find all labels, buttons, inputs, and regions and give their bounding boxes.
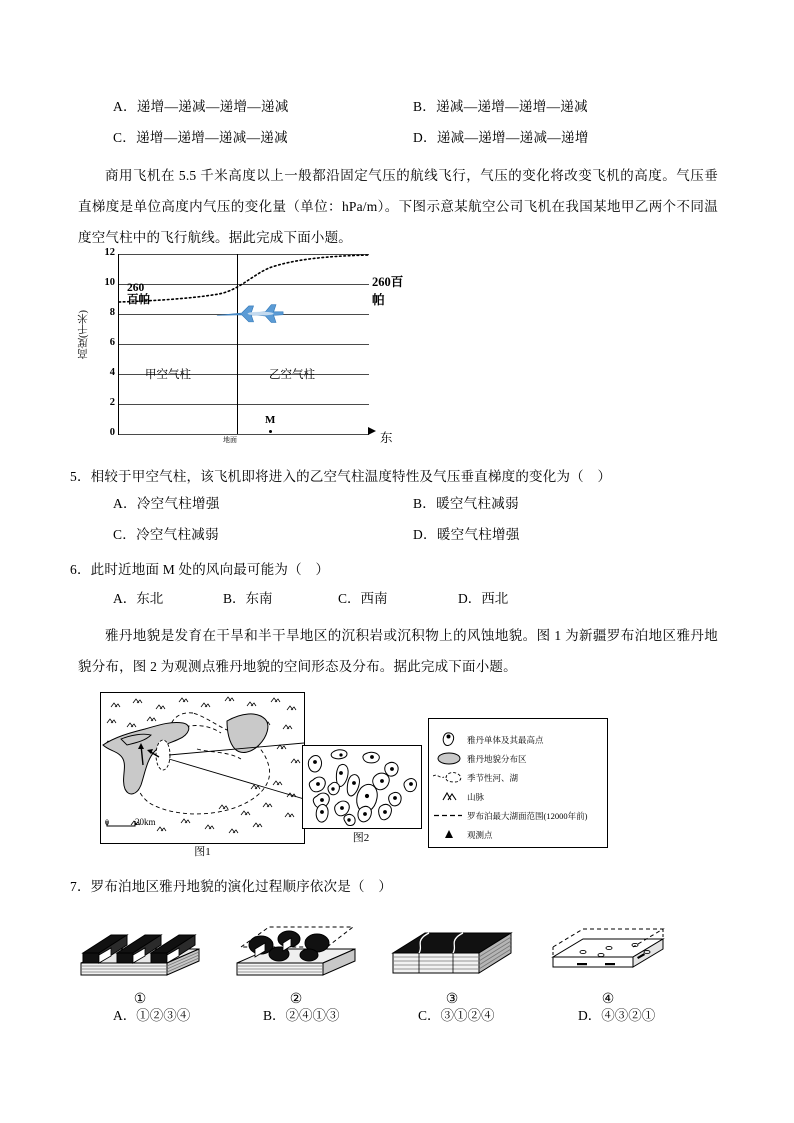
q6-option-a[interactable]: A．东北 (113, 591, 164, 606)
point-m-dot (269, 430, 272, 433)
map-legend (428, 718, 608, 848)
column-label-yi: 乙空气柱 (269, 369, 315, 381)
legend-label-max-lake-extent: 罗布泊最大湖面范围(12000年前) (467, 810, 588, 821)
column-label-jia: 甲空气柱 (145, 369, 191, 381)
yardang-area-west (103, 722, 189, 793)
map-scale-bar (107, 821, 135, 826)
diagram-4-graphic (543, 905, 673, 983)
observation-zone-ellipse (156, 740, 170, 770)
legend-item-yardang-body (429, 730, 607, 749)
diagram-2-graphic (231, 905, 361, 983)
legend-label-yardang-area: 雅丹地貌分布区 (467, 753, 527, 764)
ytick-0: 0 (109, 427, 115, 438)
q5-option-d[interactable]: D．暖空气柱增强 (413, 527, 520, 542)
q7-stem: 7．罗布泊地区雅丹地貌的演化过程顺序依次是（ ） (70, 879, 393, 894)
point-m-label: M (265, 414, 276, 426)
figure-2-frame (302, 745, 422, 829)
legend-item-seasonal-river-lake (429, 768, 607, 787)
x-axis-arrow (368, 427, 376, 435)
diagram-3 (387, 905, 517, 1008)
scale-distance-label: 20km (135, 817, 156, 827)
diagram-1-graphic (75, 905, 205, 983)
q5-options-row2 (78, 523, 718, 543)
figure-2-caption: 图2 (352, 832, 370, 844)
gridline-0 (119, 434, 369, 435)
diagram-2-number: ② (289, 992, 303, 1007)
isobar-260-line (119, 254, 369, 434)
q7-option-b[interactable]: B．②④①③ (263, 1008, 340, 1023)
ytick-10: 10 (104, 277, 115, 288)
q7-option-d[interactable]: D．④③②① (578, 1008, 656, 1023)
ground-label: 地面 (223, 436, 237, 444)
q7-option-a[interactable]: A．①②③④ (113, 1008, 191, 1023)
q7-options (78, 1004, 753, 1024)
figure-1-lopnur-map (100, 692, 305, 858)
q5-options-row1 (78, 492, 718, 512)
diagram-4 (543, 905, 673, 1008)
q5-stem: 5．相较于甲空气柱，该飞机即将进入的乙空气柱温度特性及气压垂直梯度的变化为（ ） (70, 469, 612, 484)
diagram-1-number: ① (133, 992, 147, 1007)
q4-option-a[interactable]: A．递增—递减—递增—递减 (113, 99, 289, 114)
airplane-icon (214, 300, 286, 326)
scale-zero-label: 0 (105, 818, 109, 827)
passage-air-column: 商用飞机在 5.5 千米高度以上一般都沿固定气压的航线飞行，气压的变化将改变飞机的高度。气压垂直梯度是单位高度内气压的变化量（单位：hPa/m）。下图示意某航空公司飞机在我国某地甲乙两个不同温度空气柱中的飞行航线。据此完成下面小题。 (78, 168, 718, 245)
map-frame (100, 692, 305, 844)
label-260-hpa-right: 260百帕 (372, 275, 404, 307)
zoom-connector-lower (169, 759, 304, 799)
diagram-2 (231, 905, 361, 1008)
q7-option-c[interactable]: C．③①②④ (418, 1008, 495, 1023)
legend-label-seasonal-river-lake: 季节性河、湖 (467, 772, 519, 783)
q6-stem: 6．此时近地面 M 处的风向最可能为（ ） (70, 562, 330, 577)
q4-options-row1 (78, 95, 718, 115)
diagram-4-number: ④ (601, 992, 615, 1007)
diagram-3-number: ③ (445, 992, 459, 1007)
map-graphic (101, 693, 304, 843)
legend-item-observation-point (429, 825, 607, 844)
figure-2-yardang-forms (302, 745, 422, 845)
chart-y-axis-label: 高度(千米) (78, 310, 89, 359)
q5-option-a[interactable]: A．冷空气柱增强 (113, 496, 220, 511)
diagram-3-graphic (387, 905, 517, 983)
figure-1-caption: 图1 (194, 846, 211, 858)
ytick-8: 8 (109, 307, 115, 318)
ytick-4: 4 (109, 367, 115, 378)
diagram-1 (75, 905, 205, 1008)
air-column-chart (78, 247, 408, 450)
q4-option-b[interactable]: B．递减—递增—递增—递减 (413, 99, 588, 114)
yardang-area-icon (433, 750, 467, 767)
q5-option-c[interactable]: C．冷空气柱减弱 (113, 527, 219, 542)
label-260-left-line2: 百帕 (127, 294, 150, 306)
q6-option-d[interactable]: D．西北 (458, 591, 509, 606)
ytick-6: 6 (109, 337, 115, 348)
q4-option-d[interactable]: D．递减—递增—递减—递增 (413, 130, 589, 145)
max-lake-extent-icon (433, 807, 467, 824)
observation-point-icon (433, 826, 467, 843)
legend-label-observation-point: 观测点 (467, 829, 493, 840)
q6-options (78, 587, 753, 607)
q4-option-c[interactable]: C．递增—递增—递减—递减 (113, 130, 288, 145)
q6-option-c[interactable]: C．西南 (338, 591, 388, 606)
q5-option-b[interactable]: B．暖空气柱减弱 (413, 496, 519, 511)
q7-diagrams (75, 905, 695, 1015)
chart-plot-area (104, 247, 369, 444)
seasonal-river-lake-icon (433, 769, 467, 786)
q6-option-b[interactable]: B．东南 (223, 591, 273, 606)
legend-item-max-lake-extent (429, 806, 607, 825)
mountain-icon (433, 788, 467, 805)
passage-yardang: 雅丹地貌是发育在干旱和半干旱地区的沉积岩或沉积物上的风蚀地貌。图 1 为新疆罗布泊地区雅丹地貌分布，图 2 为观测点雅丹地貌的空间形态及分布。据此完成下面小题。 (78, 628, 718, 674)
legend-item-mountain (429, 787, 607, 806)
label-260-hpa-left (127, 282, 150, 306)
ytick-12: 12 (104, 247, 115, 258)
ytick-2: 2 (109, 397, 115, 408)
yardang-shapes (303, 746, 421, 828)
legend-item-yardang-area (429, 749, 607, 768)
legend-label-yardang-body: 雅丹单体及其最高点 (467, 734, 544, 745)
q4-options-row2 (78, 126, 718, 146)
yardang-body-icon (433, 731, 467, 748)
legend-label-mountain: 山脉 (467, 791, 485, 802)
x-axis-east-label: 东 (380, 431, 393, 445)
label-260-left-line1: 260 (127, 282, 145, 294)
